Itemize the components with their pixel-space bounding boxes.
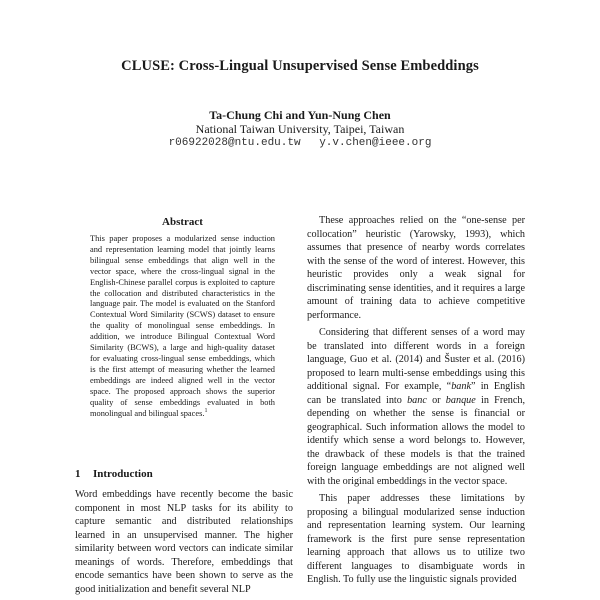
right-paragraph-1: These approaches relied on the “one-sense per collocation” heuristic (Yarowsky, 1993), which assumes that presence of nearby words correlates with the sense of the word of interest. However, this heuristic provides only a weak signal for discriminating sense identities, and it requires a large amount of training data to achieve competitive performance. [307, 215, 525, 321]
email-2: y.v.chen@ieee.org [319, 137, 432, 149]
section-number: 1 [75, 468, 81, 480]
p2-text-b: ” in English can be translated into [307, 381, 525, 406]
paper-title: CLUSE: Cross-Lingual Unsupervised Sense Embeddings [121, 58, 479, 74]
abstract-text: This paper proposes a modularized sense induction and representation learning model that jointly learns bilingual sense embeddings that align well in the vector space, where the cross-lingual signal in the English-Chinese parallel corpus is exploited to capture the collocation and distributed characteristics in the language pair. The model is evaluated on the Stanford Contextual Word Similarity (SCWS) dataset to ensure the quality of monolingual sense embeddings. In addition, we introduce Bilingual Contextual Word Similarity (BCWS), a large and high-quality dataset for evaluating cross-lingual sense embeddings, which is the first attempt of measuring whether the learned embeddings are indeed aligned well in the vector space. The proposed approach shows the superior quality of sense embeddings evaluated in both monolingual and bilingual spaces. [90, 234, 275, 418]
introduction-body: Word embeddings have recently become the basic component in most NLP tasks for its ability to capture semantic and distributed relationships learned in an unsupervised manner. The higher similarity between word vectors can indicate similar meanings of words. Therefore, embeddings that encode semantics have been shown to serve as the good initialization and benefit several NLP [75, 489, 293, 595]
abstract-heading: Abstract [162, 216, 203, 228]
abstract-body [90, 234, 275, 419]
paper-authors: Ta-Chung Chi and Yun-Nung Chen [209, 108, 391, 122]
right-column [307, 214, 525, 591]
p2-text-a: Considering that different senses of a word may be translated into different words in a foreign language, Guo et al. (2014) and Šuster et al. (2016) proposed to learn multi-sense embeddings using this additional signal. For example, “ [307, 327, 525, 392]
right-paragraph-3: This paper addresses these limitations by proposing a bilingual modularized sense induction and representation learning system. Our learning framework is the first pure sense representation learning approach that allows us to utilize two different languages to disambiguate words in English. To fully use the linguistic signals provided [307, 493, 525, 585]
footnote-mark: 1 [204, 407, 208, 414]
p2-term-bank: bank [451, 381, 471, 392]
right-paragraph-2 [307, 326, 525, 488]
p2-term-banque: banque [445, 394, 476, 406]
p2-text-d: in French, depending on whether the sense is financial or geographical. Such information allows the model to identify which sense a word belongs to. However, the drawback of these models is that the trained foreign language embeddings are not aligned well with the original embeddings in the vector space. [307, 394, 525, 487]
p2-term-banc: banc [407, 394, 427, 406]
p2-text-c: or [426, 394, 446, 406]
section-heading-introduction [75, 468, 295, 480]
paper-affiliation: National Taiwan University, Taipei, Taiwan [195, 122, 405, 136]
email-1: r06922028@ntu.edu.tw [168, 137, 301, 149]
paper-emails [0, 137, 600, 149]
section-title: Introduction [93, 468, 153, 480]
